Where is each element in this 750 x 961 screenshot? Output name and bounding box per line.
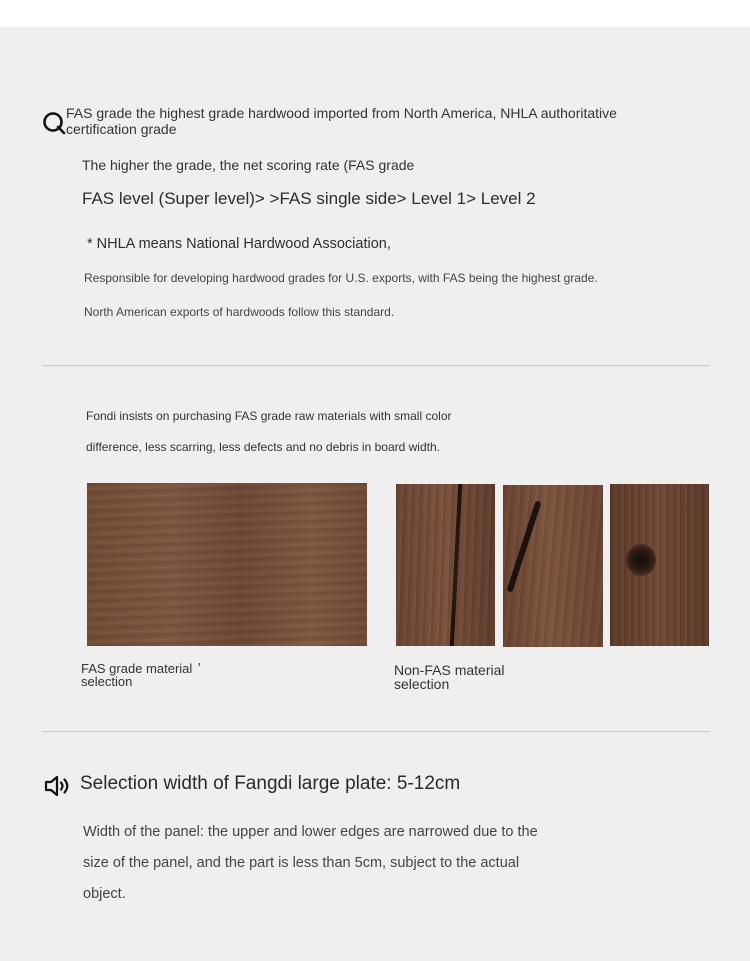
non-fas-wood-knot-image bbox=[610, 484, 709, 646]
nhla-standard-text: North American exports of hardwoods follow this standard. bbox=[84, 305, 395, 319]
selection-title: Selection width of Fangdi large plate: 5-12cm bbox=[80, 773, 461, 794]
q-icon bbox=[42, 111, 66, 135]
fondi-text-line-2: difference, less scarring, less defects and no debris in board width. bbox=[86, 440, 440, 454]
panel-width-line-1: Width of the panel: the upper and lower edges are narrowed due to the bbox=[83, 824, 538, 840]
speaker-icon bbox=[44, 774, 74, 798]
fas-wood-image bbox=[87, 483, 367, 646]
divider bbox=[42, 731, 710, 732]
panel-width-line-2: size of the panel, and the part is less than 5cm, subject to the actual bbox=[83, 855, 520, 871]
fas-caption: FAS grade material selection bbox=[81, 661, 193, 689]
nhla-note: * NHLA means National Hardwood Association, bbox=[87, 236, 391, 252]
grade-levels-text: FAS level (Super level)> >FAS single side> Level 1> Level 2 bbox=[82, 189, 536, 208]
nhla-responsible-text: Responsible for developing hardwood grades for U.S. exports, with FAS being the highest grade. bbox=[84, 271, 598, 285]
panel-width-line-3: object. bbox=[83, 886, 126, 902]
non-fas-wood-crack-image bbox=[396, 484, 495, 646]
divider bbox=[42, 365, 710, 366]
fas-caption-mark: ' bbox=[198, 660, 201, 675]
fondi-text-line-1: Fondi insists on purchasing FAS grade raw materials with small color bbox=[86, 409, 452, 423]
higher-grade-text: The higher the grade, the net scoring rate (FAS grade bbox=[82, 157, 415, 173]
non-fas-caption: Non-FAS material selection bbox=[394, 662, 505, 692]
intro-text: FAS grade the highest grade hardwood imported from North America, NHLA authoritative certification grade bbox=[66, 105, 617, 137]
non-fas-wood-scar-image bbox=[503, 485, 603, 647]
